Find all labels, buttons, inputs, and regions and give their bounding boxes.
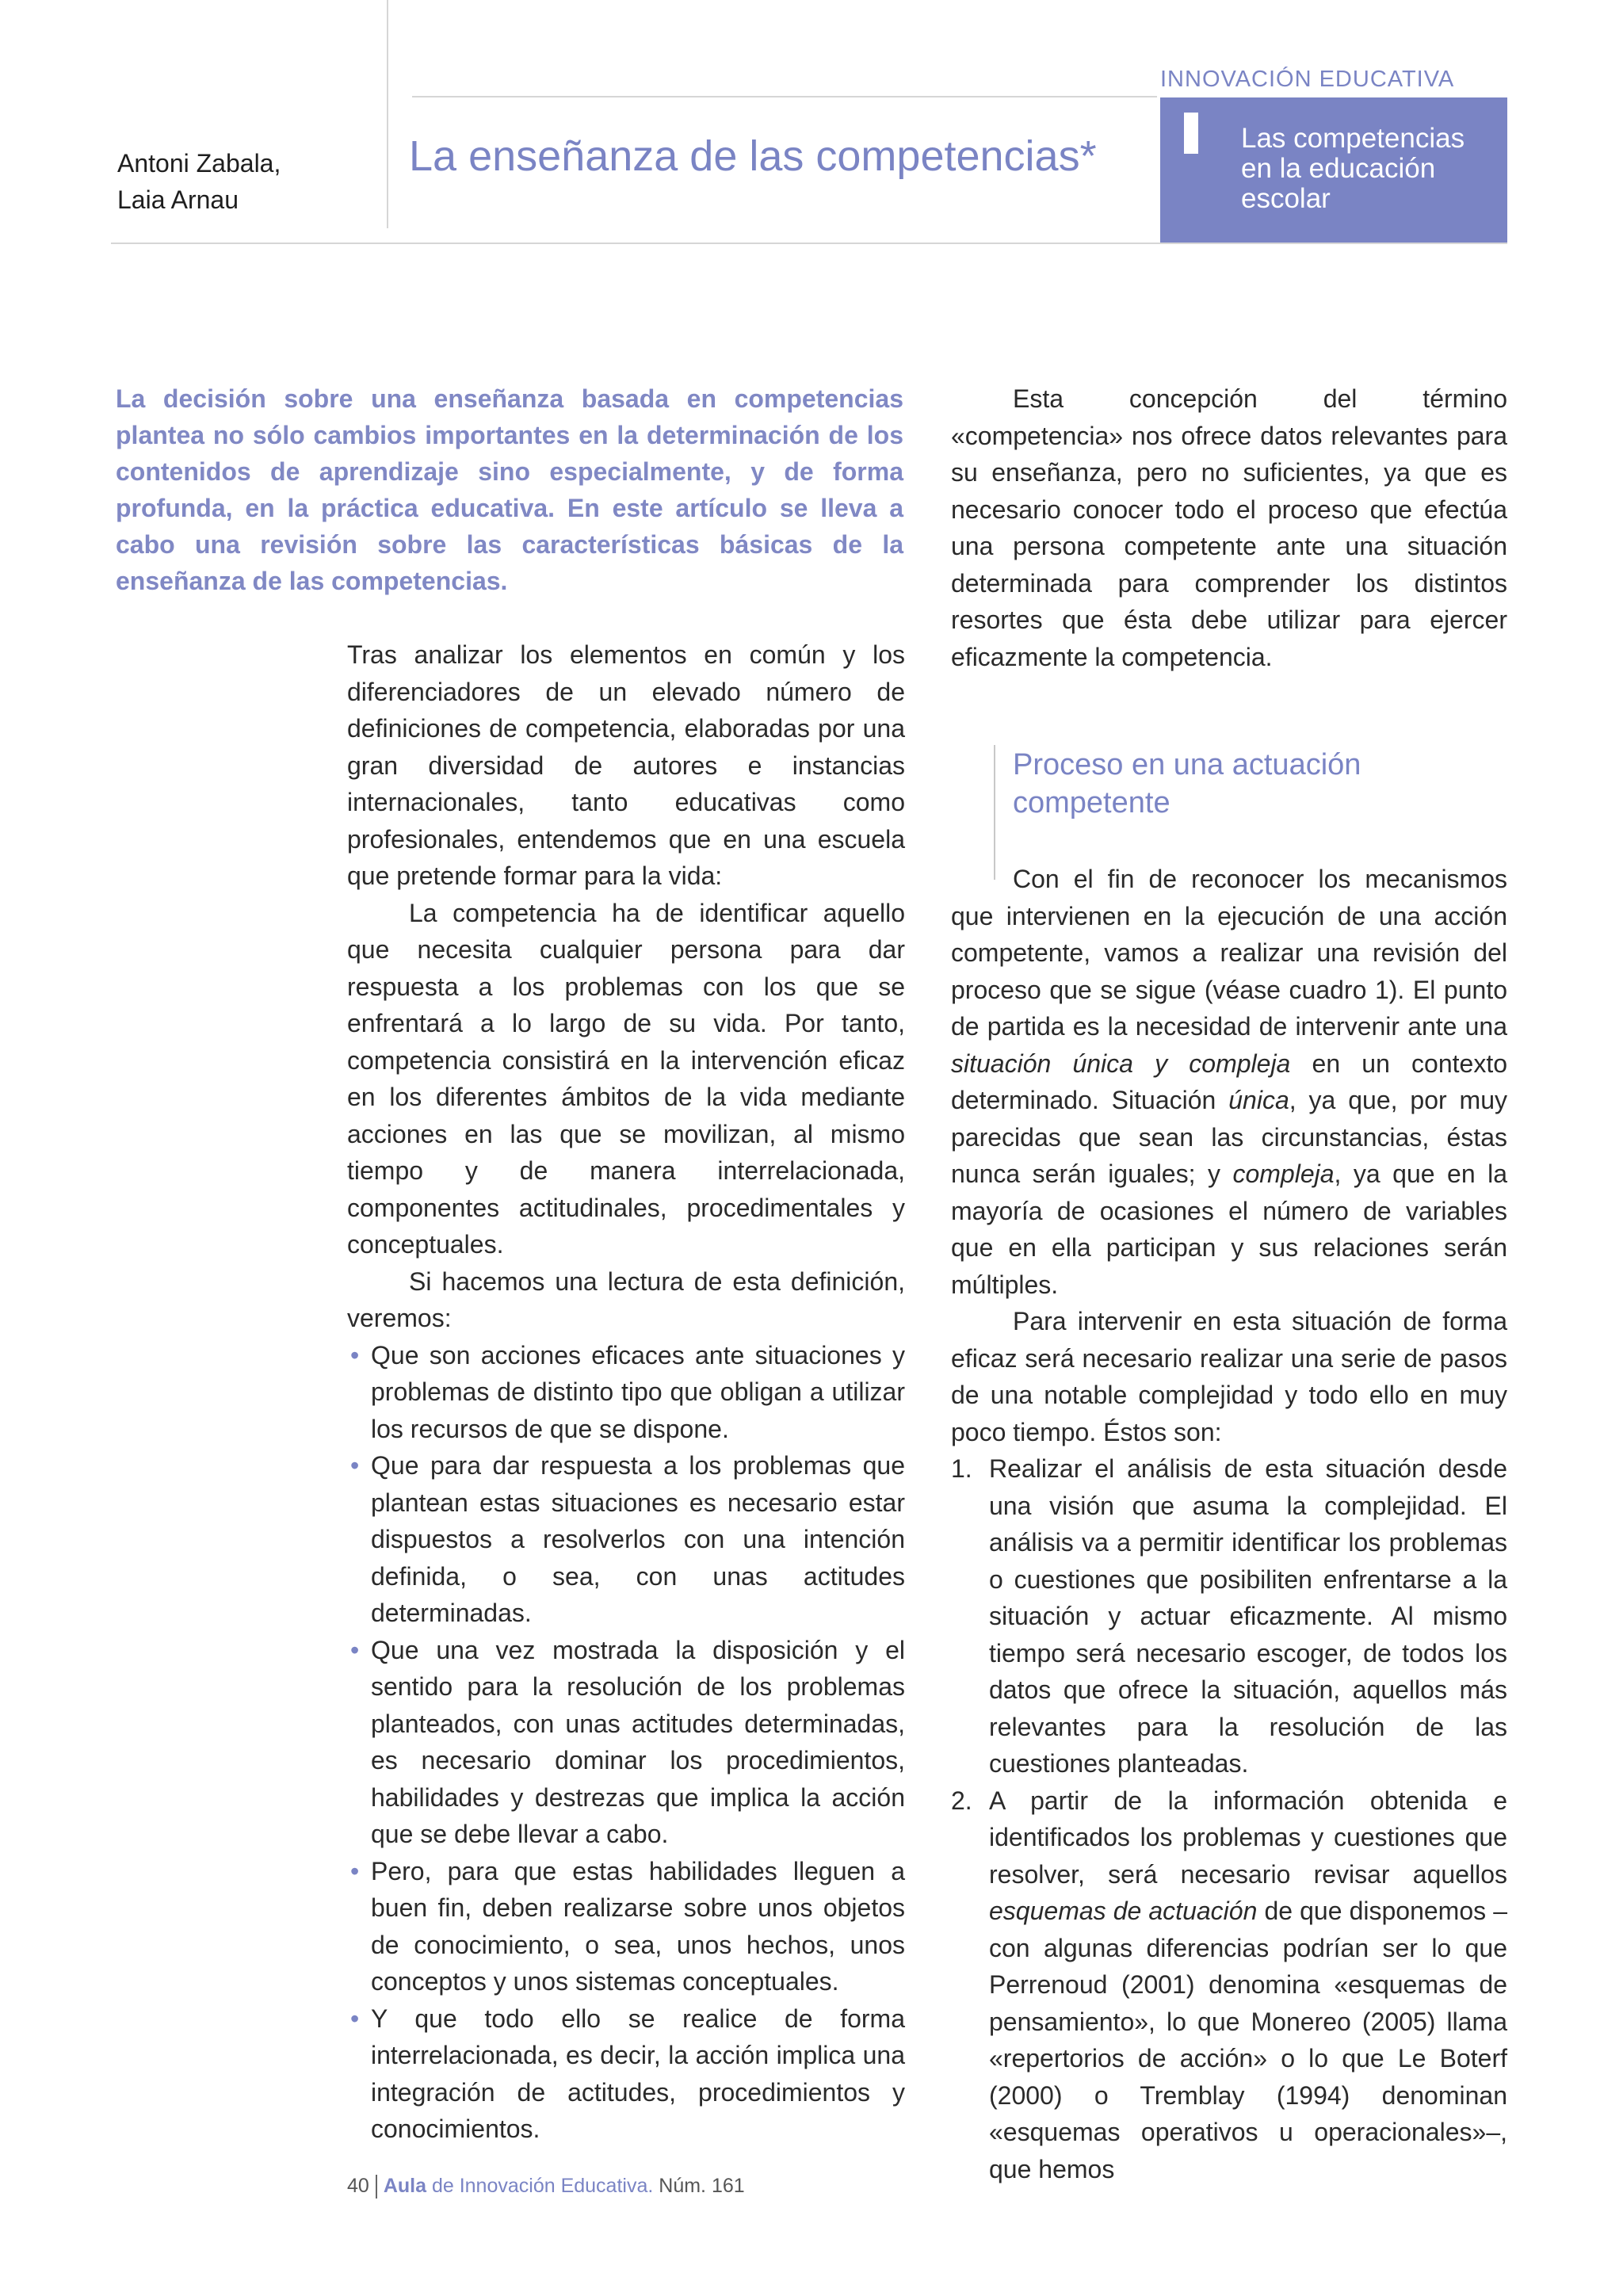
emphasis: compleja (1232, 1159, 1335, 1188)
bullet-icon: • (350, 2004, 360, 2033)
numbered-item-text: Realizar el análisis de esta situación desde una visión que asuma la complejidad. El análisis va a permitir identificar los problemas o cuestiones que posibiliten enfrentarse a la situación y actuar eficazmente. Al mismo tiempo será necesario escoger, de todos los datos que ofrece la situación, aquellos más relevantes para la resolución de las cuestiones planteadas. (989, 1454, 1507, 1778)
series-title (1241, 124, 1495, 214)
article-title: La enseñanza de las competencias* (409, 132, 1097, 180)
text-run: en un contexto determinado. Situación (951, 1049, 1508, 1114)
section-label: INNOVACIÓN EDUCATIVA (1160, 67, 1455, 92)
process-paragraph (951, 861, 1507, 1303)
bullet-icon: • (350, 1635, 360, 1664)
series-line-1: Las competencias (1241, 123, 1465, 154)
subheading-line-2: competente (1013, 786, 1170, 819)
header-divider-vertical (387, 0, 388, 228)
text-run: de que disponemos –con algunas diferencias podrían ser lo que Perrenoud (2001) denomina «esquemas de pensamiento», lo que Monereo (2005) llama «repertorios de acción» o lo que Le Boterf (2000) o Tremblay (1994) denominan «esquemas operativos u operacionales»–, que hemos (989, 1897, 1508, 2183)
numbered-item (951, 1450, 1507, 1782)
steps-intro-paragraph: Para intervenir en esta situación de forma eficaz será necesario realizar una serie de pasos de una notable complejidad y todo ello en muy poco tiempo. Éstos son: (951, 1307, 1507, 1446)
text-run: , ya que en la mayoría de ocasiones el número de variables que en ella participan y sus relaciones serán múltiples. (951, 1159, 1508, 1299)
emphasis: situación única y compleja (951, 1049, 1291, 1078)
subheading (1013, 746, 1361, 822)
author-2: Laia Arnau (117, 185, 239, 214)
item-number: 2. (951, 1786, 972, 1815)
list-item-text: Que una vez mostrada la disposición y el sentido para la resolución de los problemas planteados, con unas actitudes determinadas, es necesario dominar los procedimientos, habilidades y destrezas que implica la acción que se debe llevar a cabo. (371, 1635, 905, 1848)
footer-publication: de Innovación Educativa. (431, 2175, 654, 2197)
right-column-intro (951, 380, 1507, 675)
bullet-icon: • (350, 1856, 360, 1885)
numbered-item-text (989, 1786, 1507, 2183)
header-rule (412, 96, 1157, 97)
abstract: La decisión sobre una enseñanza basada en competencias plantea no sólo cambios importantes en la determinación de los contenidos de aprendizaje sino especialmente, y de forma profunda, en la práctica educativa. En este artículo se lleva a cabo una revisión sobre las características básicas de la enseñanza de las competencias. (116, 384, 903, 595)
footer-issue: Núm. 161 (659, 2175, 745, 2197)
emphasis: única (1228, 1086, 1289, 1114)
intro-paragraph: Tras analizar los elementos en común y los diferenciadores de un elevado número de definiciones de competencia, elaboradas por una gran diversidad de autores e instancias internacionales, tanto educativas como profesionales, entendemos que en una escuela que pretende formar para la vida: (347, 640, 905, 890)
numbered-item (951, 1782, 1507, 2188)
text-run: , ya que, por muy parecidas que sean las circunstancias, éstas nunca serán iguales; y (951, 1086, 1508, 1188)
header-bottom-rule (111, 243, 1507, 244)
list-item (347, 1853, 905, 2000)
left-column (347, 636, 905, 2148)
footer-separator (376, 2175, 377, 2199)
page-number: 40 (347, 2175, 369, 2197)
list-item (347, 2000, 905, 2148)
list-item-text: Y que todo ello se realice de forma interrelacionada, es decir, la acción implica una integración de actitudes, procedimientos y conocimientos. (371, 2004, 905, 2143)
series-line-3: escolar (1241, 183, 1331, 214)
page-footer (347, 2175, 745, 2199)
bullet-icon: • (350, 1340, 360, 1370)
footer-aula: Aula (383, 2175, 426, 2197)
list-item-text: Pero, para que estas habilidades lleguen a buen fin, deben realizarse sobre unos objetos de conocimiento, o sea, unos hechos, unos conceptos y unos sistemas conceptuales. (371, 1856, 905, 1996)
concept-paragraph: Esta concepción del término «competencia» nos ofrece datos relevantes para su enseñanza, pero no suficientes, ya que es necesario conocer todo el proceso que efectúa una persona competente ante una situación determinada para comprender los distintos resortes que ésta debe utilizar para ejercer eficazmente la competencia. (951, 384, 1507, 671)
series-line-2: en la educación (1241, 153, 1436, 184)
text-run: A partir de la información obtenida e identificados los problemas y cuestiones que resolver, será necesario revisar aquellos (989, 1786, 1507, 1889)
text-run: Con el fin de reconocer los mecanismos que intervienen en la ejecución de una acción competente, vamos a realizar una revisión del proceso que se sigue (véase cuadro 1). El punto de partida es la necesidad de intervenir ante una (951, 865, 1507, 1041)
author-1: Antoni Zabala, (117, 149, 281, 178)
definition-paragraph: La competencia ha de identificar aquello que necesita cualquier persona para dar respuesta a los problemas con los que se enfrentará a lo largo de su vida. Por tanto, competencia consistirá en la intervención eficaz en los diferentes ámbitos de la vida mediante acciones en las que se movilizan, al mismo tiempo y de manera interrelacionada, componentes actitudinales, procedimentales y conceptuales. (347, 898, 905, 1259)
right-column-body (951, 861, 1507, 2187)
list-item (347, 1337, 905, 1448)
item-number: 1. (951, 1454, 972, 1483)
subheading-bar (994, 745, 995, 880)
list-item-text: Que para dar respuesta a los problemas que plantean estas situaciones es necesario estar dispuestos a resolverlos con una intención definida, o sea, con unas actitudes determinadas. (371, 1451, 905, 1627)
list-item (347, 1632, 905, 1853)
bullet-icon: • (350, 1451, 360, 1480)
list-item-text: Que son acciones eficaces ante situaciones y problemas de distinto tipo que obligan a utilizar los recursos de que se dispone. (371, 1340, 905, 1443)
subheading-line-1: Proceso en una actuación (1013, 748, 1361, 781)
series-marker-icon (1184, 113, 1198, 154)
list-item (347, 1447, 905, 1632)
emphasis: esquemas de actuación (989, 1897, 1258, 1925)
authors (117, 145, 281, 218)
reading-paragraph: Si hacemos una lectura de esta definición, veremos: (347, 1266, 905, 1332)
